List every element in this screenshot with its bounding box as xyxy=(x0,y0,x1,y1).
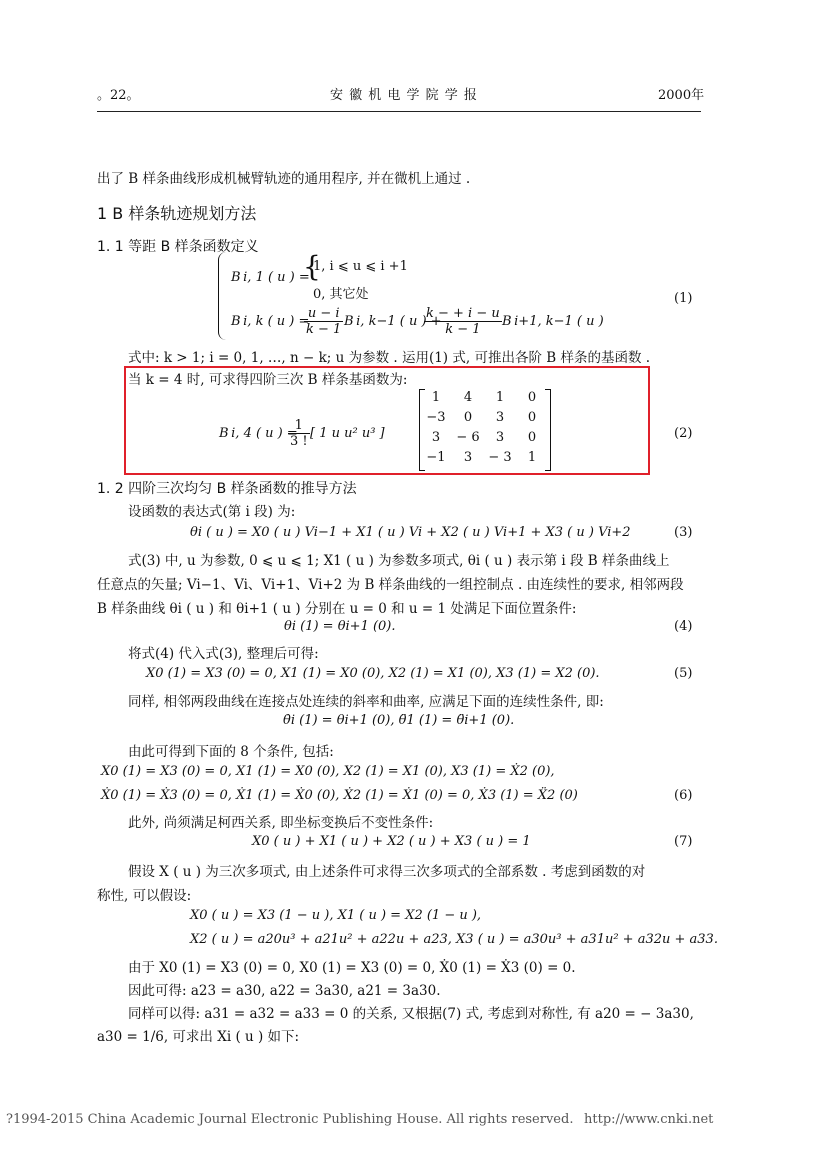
eq1-mid: B i, k−1 ( u ) + xyxy=(344,314,442,329)
matrix-cell: 4 xyxy=(463,390,473,405)
body-line: 假设 X ( u ) 为三次多项式, 由上述条件可求得三次多项式的全部系数 . 考虑到函数的对 xyxy=(128,864,646,880)
footer-url[interactable]: http://www.cnki.net xyxy=(584,1112,714,1127)
equation-brace xyxy=(218,252,229,340)
matrix-cell: 3 xyxy=(431,430,441,445)
eq5-number: (5) xyxy=(674,666,693,681)
matrix-cell: 3 xyxy=(495,430,505,445)
body-line: 称性, 可以假设: xyxy=(97,888,192,904)
matrix-cell: 0 xyxy=(463,410,473,425)
eq8b: X2 ( u ) = a20u³ + a21u² + a22u + a23, X3 ( u ) = a30u³ + a31u² + a32u + a33. xyxy=(190,932,718,947)
journal-year: 2000年 xyxy=(658,88,705,103)
eq2-lhs: B i, 4 ( u ) = xyxy=(219,426,298,441)
page-number: 。22。 xyxy=(97,88,140,103)
matrix-cell: − 6 xyxy=(456,430,480,445)
eq2-vector: [ 1 u u² u³ ] xyxy=(310,426,385,441)
subsection-heading-1-1: 1. 1 等距 B 样条函数定义 xyxy=(97,239,259,255)
body-line: 因此可得: a23 = a30, a22 = 3a30, a21 = 3a30. xyxy=(128,983,441,999)
para-formula-note: 式中: k > 1; i = 0, 1, …, n − k; u 为参数 . 运用(1) 式, 可推出各阶 B 样条的基函数 . xyxy=(128,350,651,366)
matrix-cell: 0 xyxy=(527,430,537,445)
eq1-case2: 0, 其它处 xyxy=(313,287,369,302)
body-line: a30 = 1/6, 可求出 Xi ( u ) 如下: xyxy=(97,1029,300,1045)
eq4-number: (4) xyxy=(674,619,693,634)
eq1-frac1 xyxy=(304,306,343,337)
eq6a: X0 (1) = X3 (0) = 0, X1 (1) = X0 (0), X2 (1) = X1 (0), X3 (1) = Ẋ2 (0), xyxy=(101,764,555,779)
eq5b: θ̇i (1) = θi+1 (0), θ̈1 (1) = θ̈i+1 (0). xyxy=(283,713,515,728)
eq2-frac-num: 1 xyxy=(288,418,310,434)
eq1-frac1-num: u − i xyxy=(304,306,343,322)
eq4: θi (1) = θi+1 (0). xyxy=(284,619,396,634)
body-line: 将式(4) 代入式(3), 整理后可得: xyxy=(128,646,319,662)
matrix-cell: 3 xyxy=(495,410,505,425)
header-rule xyxy=(97,111,701,112)
body-line: 同样, 相邻两段曲线在连接点处连续的斜率和曲率, 应满足下面的连续性条件, 即: xyxy=(128,694,604,710)
para-k4: 当 k = 4 时, 可求得四阶三次 B 样条基函数为: xyxy=(128,372,408,388)
body-line: 此外, 尚须满足柯西关系, 即坐标变换后不变性条件: xyxy=(128,815,434,831)
body-line: 设函数的表达式(第 i 段) 为: xyxy=(128,504,296,520)
eq5: X0 (1) = X3 (0) = 0, X1 (1) = X0 (0), X2 (1) = X1 (0), X3 (1) = X2 (0). xyxy=(146,666,600,681)
eq2-frac-den: 3 ! xyxy=(290,434,308,449)
body-line: 由于 X0 (1) = X3 (0) = 0, X0 (1) = X3 (0) = 0, Ẋ0 (1) = Ẋ3 (0) = 0. xyxy=(128,960,576,976)
eq1-frac2 xyxy=(424,306,502,337)
eq1-frac2-den: k − 1 xyxy=(445,322,481,337)
matrix-cell: −3 xyxy=(426,410,446,425)
body-line: B 样条曲线 θi ( u ) 和 θi+1 ( u ) 分别在 u = 0 和 u = 1 处满足下面位置条件: xyxy=(97,601,577,617)
journal-title: 安 徽 机 电 学 院 学 报 xyxy=(330,88,478,103)
basis-matrix xyxy=(419,389,551,471)
body-line: 由此可得到下面的 8 个条件, 包括: xyxy=(128,744,334,760)
matrix-cell: 3 xyxy=(463,450,473,465)
eq1-end: B i+1, k−1 ( u ) xyxy=(502,314,604,329)
intro-line: 出了 B 样条曲线形成机械臂轨迹的通用程序, 并在微机上通过 . xyxy=(97,171,471,187)
matrix-cell: − 3 xyxy=(488,450,512,465)
eq2-frac xyxy=(288,418,310,449)
eq1-number: (1) xyxy=(674,291,693,306)
matrix-cell: 1 xyxy=(431,390,441,405)
matrix-cell: 1 xyxy=(527,450,537,465)
eq8a: X0 ( u ) = X3 (1 − u ), X1 ( u ) = X2 (1 − u ), xyxy=(190,908,482,923)
eq7: X0 ( u ) + X1 ( u ) + X2 ( u ) + X3 ( u ) = 1 xyxy=(252,834,531,849)
body-line: 式(3) 中, u 为参数, 0 ⩽ u ⩽ 1; X1 ( u ) 为参数多项式, θi ( u ) 表示第 i 段 B 样条曲线上 xyxy=(128,553,670,569)
matrix-cell: −1 xyxy=(426,450,446,465)
eq1-bik: B i, k ( u ) = xyxy=(231,314,310,329)
section-heading: 1 B 样条轨迹规划方法 xyxy=(97,204,257,223)
eq6b: Ẋ0 (1) = Ẋ3 (0) = 0, Ẋ1 (1) = Ẋ0 (0), Ẋ2 (1) = Ẋ1 (0) = 0, Ẋ3 (1) = Ẍ2 (0) xyxy=(101,788,578,803)
eq1-lhs: B i, 1 ( u ) = xyxy=(231,270,310,285)
subsection-heading-1-2: 1. 2 四阶三次均匀 B 样条函数的推导方法 xyxy=(97,481,357,497)
eq3-number: (3) xyxy=(674,525,693,540)
eq6-number: (6) xyxy=(674,788,693,803)
eq2-number: (2) xyxy=(674,426,693,441)
matrix-cell: 1 xyxy=(495,390,505,405)
eq3: θi ( u ) = X0 ( u ) Vi−1 + X1 ( u ) Vi + X2 ( u ) Vi+1 + X3 ( u ) Vi+2 xyxy=(190,525,631,540)
eq1-case1: 1, i ⩽ u ⩽ i +1 xyxy=(313,259,408,274)
body-line: 任意点的矢量; Vi−1、Vi、Vi+1、Vi+2 为 B 样条曲线的一组控制点 . 由连续性的要求, 相邻两段 xyxy=(97,577,684,593)
eq1-frac2-num: k − + i − u xyxy=(426,306,500,321)
eq7-number: (7) xyxy=(674,834,693,849)
matrix-cell: 0 xyxy=(527,410,537,425)
eq1-frac1-den: k − 1 xyxy=(306,322,342,337)
footer-copyright: ?1994-2015 China Academic Journal Electronic Publishing House. All rights reserved. xyxy=(6,1112,574,1127)
eq1-case-brace: { xyxy=(303,250,321,283)
matrix-cell: 0 xyxy=(527,390,537,405)
body-line: 同样可以得: a31 = a32 = a33 = 0 的关系, 又根据(7) 式, 考虑到对称性, 有 a20 = − 3a30, xyxy=(128,1006,694,1022)
